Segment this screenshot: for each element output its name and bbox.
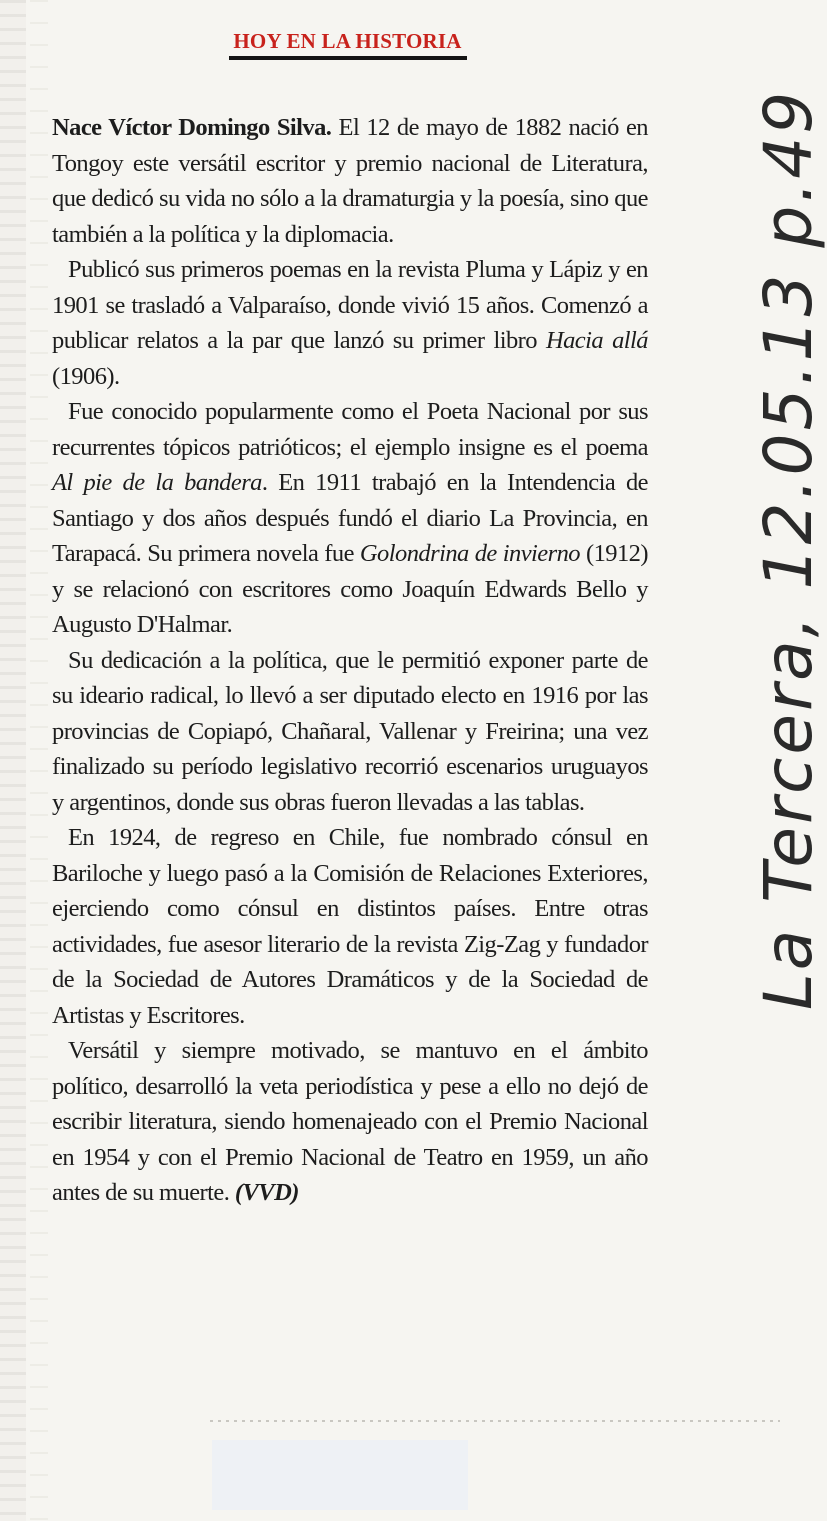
paragraph-4: Su dedicación a la política, que le permitió exponer parte de su ideario radical, lo llevó a ser diputado electo en 1916 por las provincias de Copiapó, Chañaral, Vallenar y Freirina; una vez finalizado su período legislativo recorrió escenarios uruguayos y argentinos, donde sus obras fueron llevadas a las tablas. bbox=[52, 646, 648, 816]
handwritten-source-note: La Tercera, 12.05.13 p.49 bbox=[750, 88, 827, 1010]
author-signature: (VVD) bbox=[234, 1179, 299, 1206]
paragraph-6 bbox=[52, 1033, 648, 1211]
paragraph-3-text-a: Fue conocido popularmente como el Poeta Nacional por sus recurrentes tópicos patrióticos; el ejemplo insigne es el poema bbox=[52, 398, 648, 461]
book-title-hacia-alla: Hacia allá bbox=[545, 327, 648, 354]
paragraph-2-text-a: Publicó sus primeros poemas en la revista Pluma y Lápiz y en 1901 se trasladó a Valparaíso, donde vivió 15 años. Comenzó a publicar relatos a la par que lanzó su primer libro bbox=[52, 256, 648, 354]
paragraph-5: En 1924, de regreso en Chile, fue nombrado cónsul en Bariloche y luego pasó a la Comisión de Relaciones Exteriores, ejerciendo como cónsul en distintos países. Entre otras actividades, fue asesor literario de la revista Zig-Zag y fundador de la Sociedad de Autores Dramáticos y de la Sociedad de Artistas y Escritores. bbox=[52, 824, 648, 1029]
adjacent-column-bleed-2 bbox=[30, 0, 48, 1521]
poem-title-al-pie-de-la-bandera: Al pie de la bandera bbox=[52, 469, 262, 496]
paragraph-2 bbox=[52, 252, 648, 394]
paragraph-2-text-b: (1906). bbox=[52, 362, 120, 390]
paragraph-1-text: El 12 de mayo de 1882 nació en Tongoy este versátil escritor y premio nacional de Literatura, que dedicó su vida no sólo a la dramaturgia y la poesía, sino que también a la política y la diplomacia. bbox=[52, 114, 648, 248]
lead-name: Nace Víctor Domingo Silva. bbox=[52, 114, 332, 141]
section-title: HOY EN LA HISTORIA bbox=[233, 29, 462, 53]
dotted-cut-line bbox=[210, 1420, 780, 1422]
paragraph-3 bbox=[52, 394, 648, 643]
paragraph-3-text-c: (1912) y se relacionó con escritores como Joaquín Edwards Bello y Augusto D'Halmar. bbox=[52, 540, 648, 638]
paragraph-3-text-b: . En 1911 trabajó en la Intendencia de Santiago y dos años después fundó el diario La Provincia, en Tarapacá. Su primera novela fue bbox=[52, 469, 648, 567]
article-body bbox=[52, 110, 648, 1211]
header-underline bbox=[229, 56, 467, 60]
paragraph-6-text: Versátil y siempre motivado, se mantuvo en el ámbito político, desarrolló la veta periodística y pese a ello no dejó de escribir literatura, siendo homenajeado con el Premio Nacional en 1954 y con el Premio Nacional de Teatro en 1959, un año antes de su muerte. bbox=[52, 1037, 648, 1206]
blank-bottom-area bbox=[212, 1440, 468, 1510]
paragraph-1 bbox=[52, 110, 648, 252]
section-header bbox=[215, 28, 480, 60]
adjacent-column-bleed bbox=[0, 0, 26, 1521]
novel-title-golondrina-de-invierno: Golondrina de invierno bbox=[359, 540, 580, 567]
